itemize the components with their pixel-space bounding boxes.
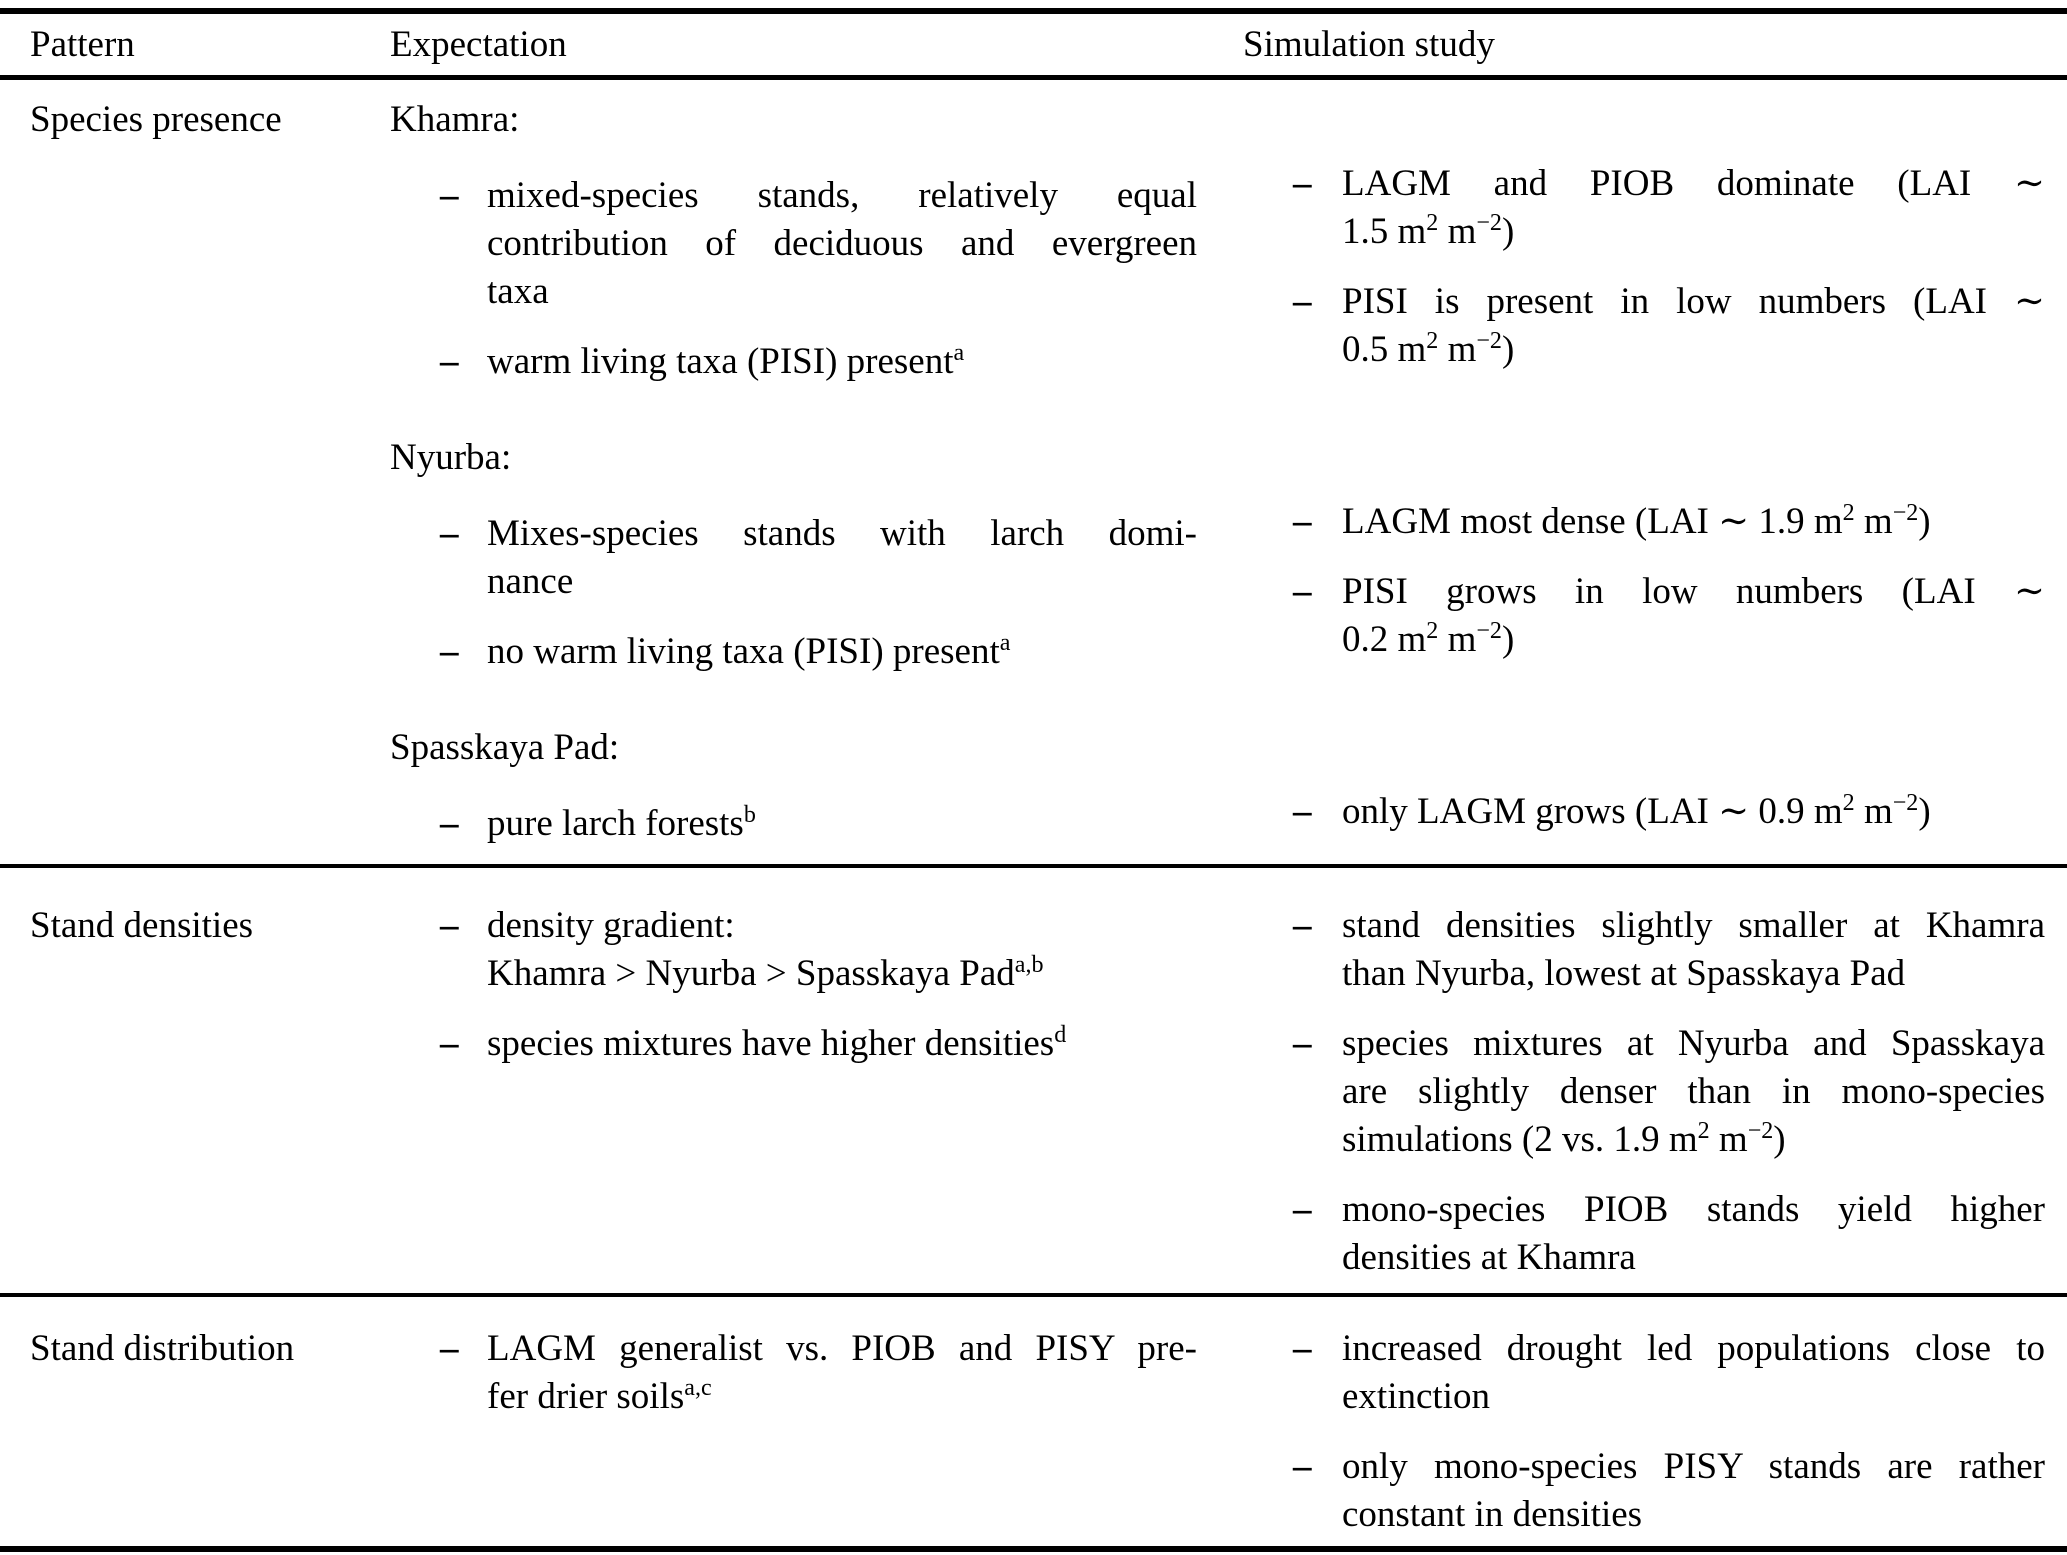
item-line: 0.5 $m^2$ $m^{-2}$) [1342, 327, 1515, 370]
column-header-expectation: Expectation [390, 23, 567, 65]
item-line: no warm living taxa (PISI) present$^a$ [487, 629, 1011, 672]
item-line: mixed-species stands, relatively equal [487, 175, 1197, 216]
item-line: contribution of deciduous and evergreen [487, 223, 1197, 264]
bullet-dash-icon: – [1293, 501, 1312, 542]
item-line: mono-species PIOB stands yield higher [1342, 1189, 2045, 1230]
simulation-item [1293, 788, 2045, 836]
item-line: extinction [1342, 1376, 1490, 1417]
bullet-dash-icon: – [1293, 1446, 1312, 1487]
expectation-group-nyurba [390, 434, 1243, 676]
simulation-item [1293, 1020, 2045, 1164]
expectations-vs-simulation-table [0, 8, 2067, 1552]
bullet-dash-icon: – [440, 1023, 459, 1064]
expectation-item [440, 902, 1197, 998]
item-line: PISI is present in low numbers (LAI ∼ [1342, 281, 2045, 322]
simulation-group-spasskaya-pad [1243, 724, 2045, 848]
simulation-item [1293, 568, 2045, 664]
item-line: are slightly denser than in mono-species [1342, 1071, 2045, 1112]
expectation-item [440, 628, 1197, 676]
expectation-item [440, 510, 1197, 606]
bullet-dash-icon: – [440, 513, 459, 554]
item-line: pure larch forests$^b$ [487, 801, 756, 844]
bullet-dash-icon: – [1293, 791, 1312, 832]
simulation-item [1293, 498, 2045, 546]
simulation-item [1293, 1186, 2045, 1282]
item-line: species mixtures have higher densities$^d$ [487, 1021, 1067, 1064]
expectation-group-spasskaya-pad [390, 724, 1243, 848]
bullet-dash-icon: – [1293, 1328, 1312, 1369]
simulation-item [1293, 1443, 2045, 1539]
item-line: LAGM most dense (LAI ∼ 1.9 $m^2$ $m^{-2}$) [1342, 499, 1931, 542]
item-line: stand densities slightly smaller at Khamra [1342, 905, 2045, 946]
item-line: taxa [487, 271, 549, 312]
expectation-item [440, 800, 1197, 848]
bullet-dash-icon: – [440, 803, 459, 844]
item-line: density gradient: [487, 905, 735, 946]
bullet-dash-icon: – [440, 631, 459, 672]
item-line: only LAGM grows (LAI ∼ 0.9 $m^2$ $m^{-2}$) [1342, 789, 1931, 832]
simulation-group-stand-distribution [1243, 1325, 2045, 1539]
site-heading-spasskaya-pad: Spasskaya Pad: [390, 727, 620, 768]
table-header-row [0, 14, 2067, 80]
item-line: constant in densities [1342, 1494, 1643, 1535]
simulation-item [1293, 160, 2045, 256]
item-line: Khamra > Nyurba > Spasskaya Pad$^{a,b}$ [487, 951, 1044, 994]
simulation-item [1293, 278, 2045, 374]
bullet-dash-icon: – [1293, 905, 1312, 946]
expectation-group-stand-distribution [390, 1325, 1243, 1539]
table-row-species-presence [0, 80, 2067, 868]
site-heading-khamra: Khamra: [390, 99, 520, 140]
bullet-dash-icon: – [440, 341, 459, 382]
simulation-group-nyurba [1243, 434, 2045, 676]
bullet-dash-icon: – [1293, 163, 1312, 204]
expectation-item [440, 1325, 1197, 1421]
simulation-group-khamra [1243, 96, 2045, 386]
row-label-stand-densities: Stand densities [30, 905, 254, 946]
bullet-dash-icon: – [440, 175, 459, 216]
item-line: increased drought led populations close to [1342, 1328, 2045, 1369]
bullet-dash-icon: – [1293, 571, 1312, 612]
table-row-stand-densities [0, 868, 2067, 1297]
site-heading-nyurba: Nyurba: [390, 437, 512, 478]
item-line: 0.2 $m^2$ $m^{-2}$) [1342, 617, 1515, 660]
simulation-group-stand-densities [1243, 902, 2045, 1282]
simulation-item [1293, 1325, 2045, 1421]
item-line: 1.5 $m^2$ $m^{-2}$) [1342, 209, 1515, 252]
item-line: LAGM generalist vs. PIOB and PISY pre- [487, 1328, 1197, 1369]
item-line: nance [487, 561, 574, 602]
item-line: species mixtures at Nyurba and Spasskaya [1342, 1023, 2045, 1064]
bullet-dash-icon: – [1293, 1189, 1312, 1230]
expectation-item [440, 172, 1197, 316]
bullet-dash-icon: – [1293, 1023, 1312, 1064]
item-line: densities at Khamra [1342, 1237, 1636, 1278]
item-line: Mixes-species stands with larch domi- [487, 513, 1197, 554]
bullet-dash-icon: – [1293, 281, 1312, 322]
table-row-stand-distribution [0, 1297, 2067, 1546]
simulation-item [1293, 902, 2045, 998]
item-line: only mono-species PISY stands are rather [1342, 1446, 2045, 1487]
bullet-dash-icon: – [440, 1328, 459, 1369]
expectation-group-stand-densities [390, 902, 1243, 1282]
bullet-dash-icon: – [440, 905, 459, 946]
item-line: PISI grows in low numbers (LAI ∼ [1342, 571, 2045, 612]
expectation-item [440, 338, 1197, 386]
column-header-simulation-study: Simulation study [1243, 23, 1495, 65]
row-label-stand-distribution: Stand distribution [30, 1328, 295, 1369]
expectation-group-khamra [390, 96, 1243, 386]
item-line: fer drier soils$^{a,c}$ [487, 1374, 712, 1417]
item-line: simulations (2 vs. 1.9 $m^2$ $m^{-2}$) [1342, 1117, 1786, 1160]
item-line: than Nyurba, lowest at Spasskaya Pad [1342, 953, 1906, 994]
item-line: LAGM and PIOB dominate (LAI ∼ [1342, 163, 2045, 204]
row-label-species-presence: Species presence [30, 99, 282, 140]
expectation-item [440, 1020, 1197, 1068]
item-line: warm living taxa (PISI) present$^a$ [487, 339, 965, 382]
column-header-pattern: Pattern [30, 23, 135, 65]
